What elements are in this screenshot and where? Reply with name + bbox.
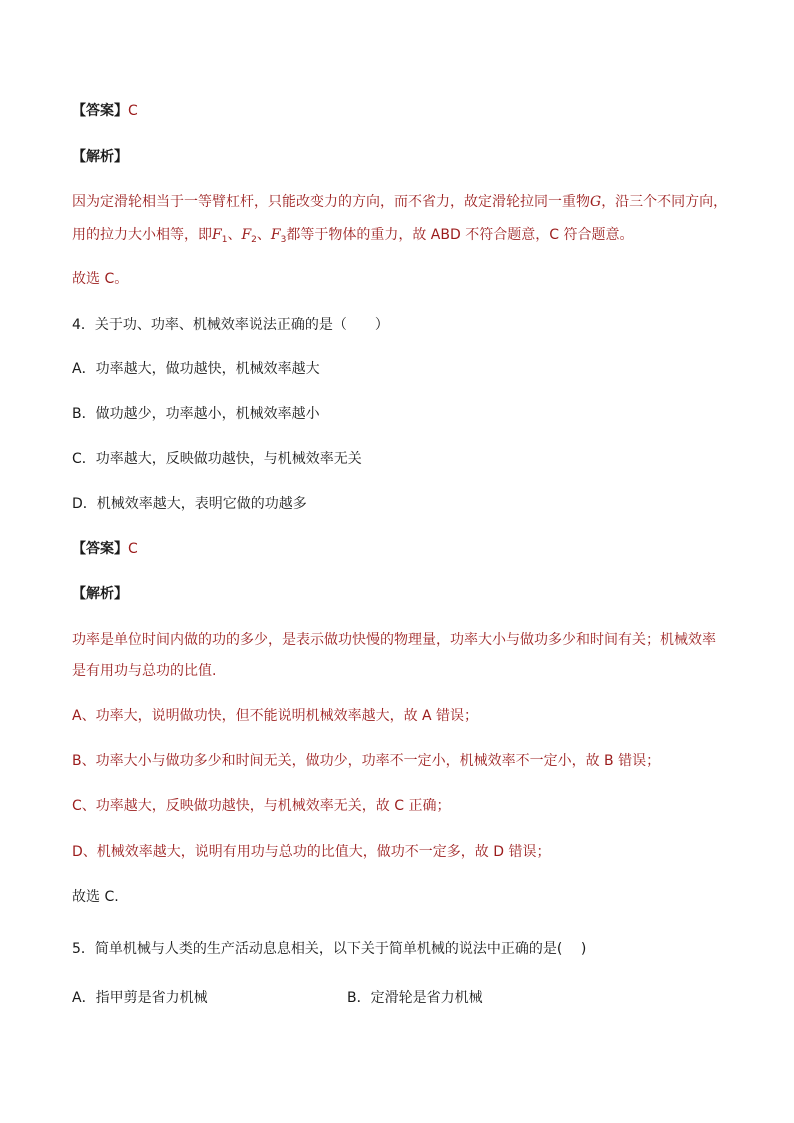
q3-answer-value: C <box>128 103 138 119</box>
q4-analysis-line1: 功率是单位时间内做的功的多少，是表示做功快慢的物理量，功率大小与做功多少和时间有关；机械效率 <box>72 632 716 648</box>
q3-analysis-label: 【解析】 <box>72 149 128 165</box>
q4-option-a: A．功率越大，做功越快，机械效率越大 <box>72 361 320 377</box>
q3-analysis-text2-end: 都等于物体的重力，故 ABD 不符合题意，C 符合题意。 <box>286 227 634 243</box>
q3-analysis-text1: 因为定滑轮相当于一等臂杠杆，只能改变力的方向，而不省力，故定滑轮拉同一重物 <box>72 194 590 210</box>
q5-question: 5．简单机械与人类的生产活动息息相关，以下关于简单机械的说法中正确的是( ) <box>72 941 587 957</box>
q3-answer-label: 【答案】 <box>72 103 128 119</box>
q4-question: 4．关于功、功率、机械效率说法正确的是（ ） <box>72 317 389 333</box>
q4-answer <box>72 539 138 559</box>
q4-point-b: B、功率大小与做功多少和时间无关，做功少，功率不一定小，机械效率不一定小，故 B 错误； <box>72 753 661 769</box>
q3-sub2: 2 <box>251 235 257 245</box>
q4-option-d: D．机械效率越大，表明它做的功越多 <box>72 496 307 512</box>
q5-option-a: A．指甲剪是省力机械 <box>72 990 208 1006</box>
q3-sub3: 3 <box>280 235 287 245</box>
q3-analysis-text2-start: 用的拉力大小相等，即 <box>72 227 212 243</box>
q3-force-f3: F <box>270 227 281 243</box>
q3-var-g: G <box>590 194 602 210</box>
q3-sep1: 、 <box>227 227 242 243</box>
q4-point-c: C、功率越大，反映做功越快，与机械效率无关，故 C 正确； <box>72 798 451 814</box>
q5-option-b: B．定滑轮是省力机械 <box>347 990 483 1006</box>
q4-answer-label: 【答案】 <box>72 541 128 557</box>
q3-analysis-line2 <box>72 225 633 250</box>
q3-analysis-line1 <box>72 192 727 212</box>
q4-answer-value: C <box>128 541 138 557</box>
q4-analysis-label: 【解析】 <box>72 586 128 602</box>
q4-point-a: A、功率大，说明做功快，但不能说明机械效率越大，故 A 错误； <box>72 708 479 724</box>
q3-conclusion: 故选 C。 <box>72 271 129 287</box>
q4-point-d: D、机械效率越大，说明有用功与总功的比值大，做功不一定多，故 D 错误； <box>72 844 551 860</box>
q3-sep2: 、 <box>256 227 271 243</box>
q4-conclusion: 故选 C. <box>72 889 119 905</box>
q3-analysis-text1-end: ，沿三个不同方向， <box>601 194 728 210</box>
q3-force-f2: F <box>241 227 252 243</box>
q3-sub1: 1 <box>221 235 228 245</box>
q4-option-b: B．做功越少，功率越小，机械效率越小 <box>72 406 320 422</box>
q3-force-f1: F <box>212 227 222 243</box>
q4-option-c: C．功率越大，反映做功越快，与机械效率无关 <box>72 451 362 467</box>
q3-answer <box>72 101 138 121</box>
q4-analysis-line2: 是有用功与总功的比值. <box>72 663 217 679</box>
